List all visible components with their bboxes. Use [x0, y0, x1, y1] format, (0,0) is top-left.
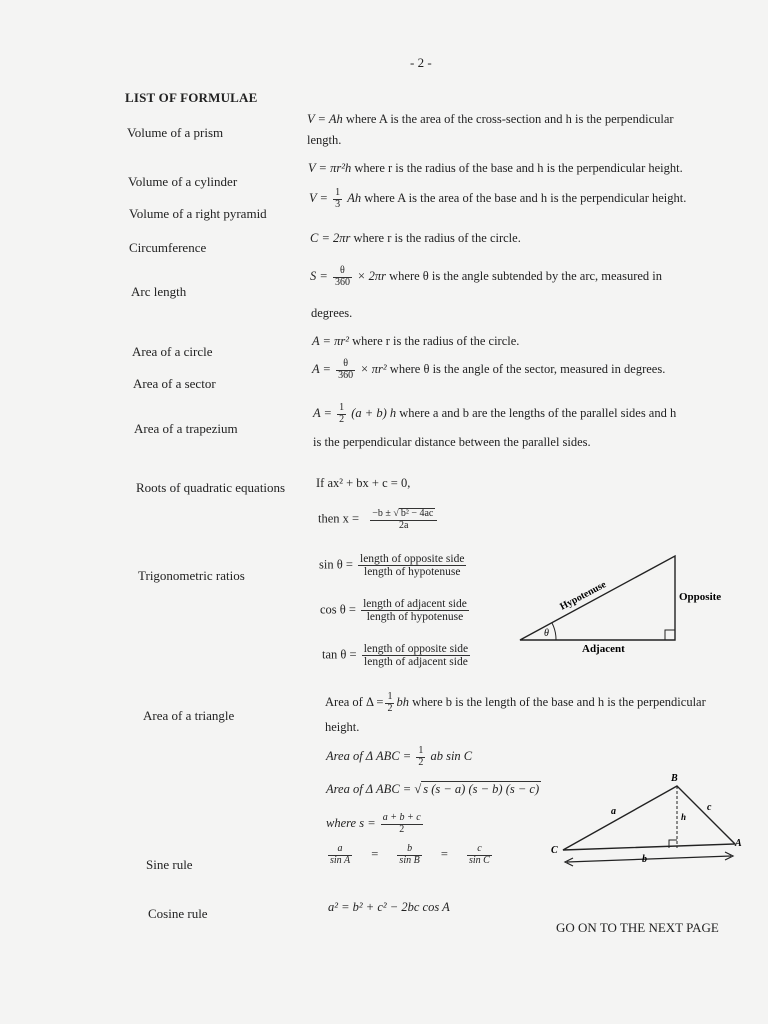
fraction-numerator: −b ± √ b² − 4ac: [370, 508, 437, 521]
formula-rhs: ab sin C: [430, 748, 473, 763]
formula-text: V = Ah: [307, 112, 343, 126]
next-page-instruction: GO ON TO THE NEXT PAGE: [556, 920, 719, 935]
side-b-label: b: [642, 854, 647, 865]
fraction-numerator: a + b + c: [382, 812, 421, 823]
formula-description: where r is the radius of the base and h is the perpendicular height.: [354, 161, 683, 175]
formula-lhs: Area of Δ ABC =: [326, 748, 412, 763]
formula-lhs: cos θ =: [320, 602, 356, 617]
fraction-numerator: 1: [418, 745, 424, 756]
height-h-label: h: [681, 812, 687, 822]
formula-description: where A is the area of the base and h is the perpendicular height.: [364, 190, 687, 205]
fraction: [333, 266, 352, 288]
formula-description-cont: is the perpendicular distance between the parallel sides.: [313, 435, 591, 449]
label-cosine-rule: Cosine rule: [148, 906, 208, 921]
fraction: [397, 844, 421, 866]
vertex-b-label: B: [671, 773, 678, 784]
side-a-label: a: [611, 806, 616, 817]
formula-rhs: × πr²: [360, 361, 387, 376]
fraction-denominator: 2a: [399, 519, 409, 531]
formula-arc-length: [310, 266, 662, 288]
fraction-numerator: θ: [336, 359, 355, 371]
fraction: [358, 553, 466, 578]
vertex-c-label: C: [551, 845, 558, 856]
label-volume-prism: Volume of a prism: [127, 125, 224, 140]
label-area-triangle: Area of a triangle: [143, 708, 235, 723]
fraction-numerator: 1: [387, 691, 393, 702]
formula-description-cont: length.: [307, 133, 342, 147]
formula-sine-rule: [326, 844, 494, 866]
formula-lhs: sin θ =: [319, 557, 353, 572]
fraction-denominator: 2: [418, 756, 424, 768]
label-volume-cylinder: Volume of a cylinder: [128, 174, 238, 189]
formula-description: where a and b are the lengths of the parallel sides and h: [399, 405, 677, 420]
numerator-text: −b ±: [372, 508, 391, 519]
fraction-denominator: 360: [334, 276, 350, 288]
square-root-radicand: s (s − a) (s − b) (s − c): [423, 782, 540, 796]
formula-volume-cylinder: [308, 161, 683, 176]
triangle-outline: [563, 786, 735, 850]
formula-rhs: bh: [396, 694, 409, 709]
formula-lhs: tan θ =: [322, 647, 357, 662]
formula-lhs: where s =: [326, 815, 376, 830]
opposite-label: Opposite: [679, 591, 722, 603]
vertex-a-label: A: [735, 838, 742, 849]
label-arc-length: Arc length: [131, 284, 187, 299]
formula-description: where r is the radius of the circle.: [353, 231, 521, 245]
theta-label: θ: [544, 628, 549, 639]
abc-triangle-diagram: [545, 770, 745, 870]
fraction-denominator: length of hypotenuse: [364, 566, 461, 579]
formula-area-circle: [312, 334, 519, 349]
fraction-numerator: 1: [339, 402, 345, 413]
formula-description-cont: degrees.: [311, 306, 353, 320]
fraction: [333, 188, 342, 210]
formula-text: V = πr²h: [308, 161, 352, 175]
formula-description: where A is the area of the cross-section and h is the perpendicular: [345, 112, 674, 126]
fraction: [370, 508, 437, 531]
formula-description: where b is the length of the base and h is the perpendicular: [412, 694, 706, 709]
fraction: [361, 598, 469, 623]
fraction: [416, 746, 425, 768]
formula-cos: [320, 598, 471, 623]
formula-lhs: A =: [312, 361, 331, 376]
label-circumference: Circumference: [129, 240, 207, 255]
fraction-denominator: length of adjacent side: [364, 656, 468, 669]
page-title: LIST OF FORMULAE: [125, 90, 258, 105]
fraction-numerator: length of opposite side: [360, 553, 465, 565]
label-area-circle: Area of a circle: [132, 344, 213, 359]
fraction-denominator: 2: [399, 823, 405, 835]
label-quadratic-roots: Roots of quadratic equations: [136, 480, 286, 495]
formula-semi-perimeter: [326, 813, 425, 835]
formula-sin: [319, 553, 468, 578]
base-arrow: [567, 856, 731, 862]
fraction: [381, 813, 423, 835]
formula-quadratic-condition: If ax² + bx + c = 0,: [316, 476, 411, 490]
fraction: [337, 403, 346, 425]
label-area-sector: Area of a sector: [133, 376, 216, 391]
angle-arc: [552, 623, 556, 640]
label-volume-pyramid: Volume of a right pyramid: [129, 206, 267, 221]
fraction-denominator: 2: [339, 413, 345, 425]
right-triangle-diagram: [510, 548, 750, 660]
formula-quadratic-roots: [318, 508, 439, 531]
fraction-numerator: c: [467, 844, 492, 856]
fraction-numerator: b: [397, 844, 421, 856]
fraction-numerator: 1: [335, 187, 341, 198]
formula-text: C = 2πr: [310, 231, 351, 245]
formula-description-cont: height.: [325, 720, 360, 734]
formula-cosine-rule: [328, 900, 450, 915]
side-c-label: c: [707, 802, 712, 813]
formula-area-triangle-sin: [326, 746, 472, 768]
fraction-denominator: 2: [387, 702, 393, 714]
formula-volume-pyramid: [309, 188, 686, 210]
page-number: - 2 -: [410, 55, 432, 70]
fraction: [336, 359, 355, 381]
formula-description: where r is the radius of the circle.: [352, 334, 520, 348]
formula-lhs: Area of Δ =: [325, 694, 384, 709]
fraction: [362, 643, 470, 668]
formula-description: where θ is the angle subtended by the arc, measured in: [389, 268, 663, 283]
formula-lhs: then x =: [318, 511, 360, 526]
formula-rhs: Ah: [347, 190, 362, 205]
formula-lhs: A =: [313, 405, 332, 420]
formula-lhs: V =: [309, 190, 328, 205]
formula-area-triangle-heron: Area of Δ ABC = √ s (s − a) (s − b) (s − c): [326, 782, 540, 796]
formula-lhs: Area of Δ ABC =: [326, 782, 412, 796]
formula-area-trapezium: [313, 403, 676, 425]
formula-area-sector: [312, 359, 665, 381]
fraction-denominator: sin B: [399, 854, 420, 866]
fraction-numerator: θ: [333, 266, 352, 278]
fraction-numerator: a: [328, 844, 352, 856]
formula-circumference: [310, 231, 521, 246]
formula-description: where θ is the angle of the sector, measured in degrees.: [389, 361, 666, 376]
adjacent-label: Adjacent: [582, 643, 625, 655]
equals-sign: =: [371, 846, 379, 861]
formula-tan: [322, 643, 472, 668]
fraction: [467, 844, 492, 866]
label-trig-ratios: Trigonometric ratios: [138, 568, 245, 583]
fraction-numerator: length of opposite side: [363, 643, 469, 655]
fraction: [385, 692, 394, 714]
fraction-denominator: 360: [338, 369, 354, 381]
right-angle-mark: [665, 630, 675, 640]
hypotenuse-label: Hypotenuse: [558, 579, 609, 613]
fraction-denominator: 3: [335, 198, 341, 210]
formula-rhs: × 2πr: [357, 268, 386, 283]
fraction: [328, 844, 352, 866]
formula-area-triangle-bh: [325, 692, 706, 714]
fraction-denominator: sin C: [469, 854, 490, 866]
fraction-denominator: length of hypotenuse: [366, 611, 464, 624]
formula-rhs: (a + b) h: [351, 405, 397, 420]
label-sine-rule: Sine rule: [146, 857, 193, 872]
fraction-numerator: length of adjacent side: [363, 598, 467, 610]
formula-volume-prism: [307, 112, 674, 127]
fraction-denominator: sin A: [330, 854, 351, 866]
label-area-trapezium: Area of a trapezium: [134, 421, 238, 436]
square-root-radicand: b² − 4ac: [400, 508, 434, 519]
formula-text: a² = b² + c² − 2bc cos A: [328, 900, 450, 914]
equals-sign: =: [440, 846, 448, 861]
formula-text: A = πr²: [312, 334, 349, 348]
formula-lhs: S =: [310, 268, 328, 283]
